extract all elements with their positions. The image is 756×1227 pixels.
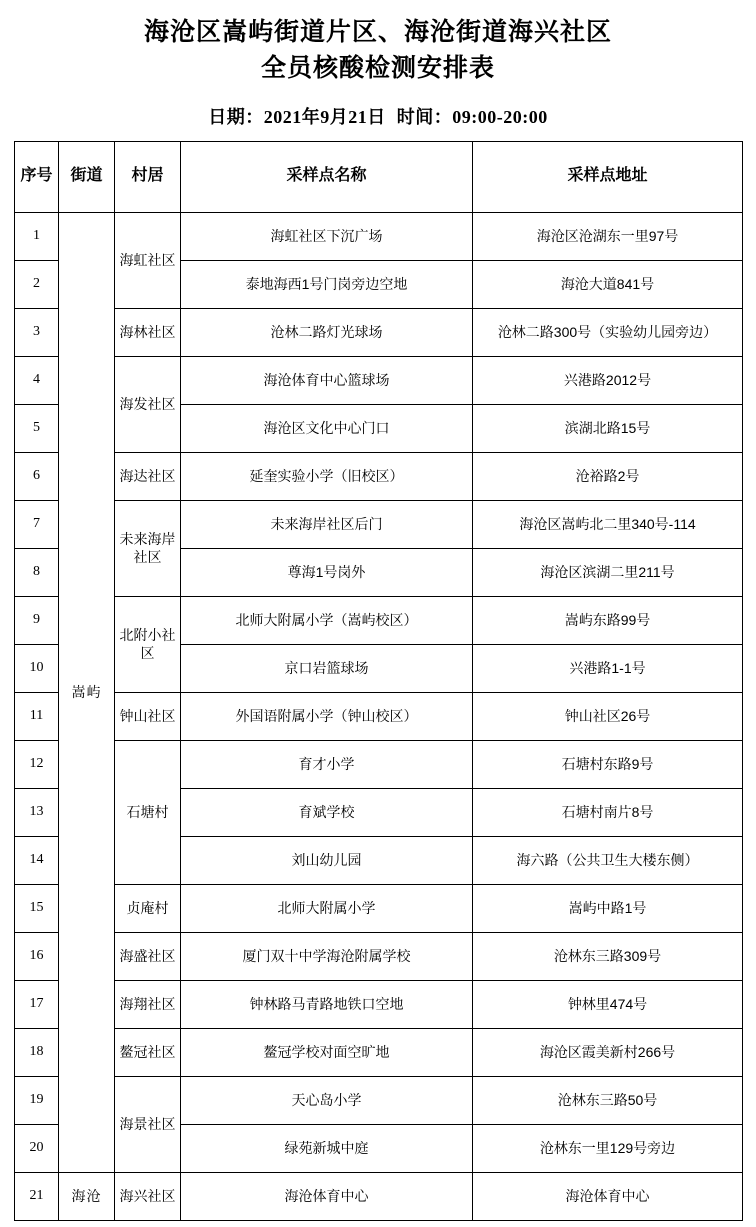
- table-row: [15, 308, 743, 356]
- cell-village: 钟山社区: [115, 692, 181, 740]
- cell-site-address: 海沧区嵩屿北二里340号-114: [473, 500, 743, 548]
- cell-site-address: 海六路（公共卫生大楼东侧）: [473, 836, 743, 884]
- cell-site-name: 鳌冠学校对面空旷地: [181, 1028, 473, 1076]
- cell-site-name: 天心岛小学: [181, 1076, 473, 1124]
- cell-no: 10: [15, 644, 59, 692]
- table-header-row: [15, 141, 743, 212]
- cell-site-name: 沧林二路灯光球场: [181, 308, 473, 356]
- table-row: [15, 452, 743, 500]
- cell-street: 海沧: [59, 1172, 115, 1220]
- cell-village: 北附小社区: [115, 596, 181, 692]
- table-row: [15, 692, 743, 740]
- cell-no: 21: [15, 1172, 59, 1220]
- cell-village: 海林社区: [115, 308, 181, 356]
- cell-no: 15: [15, 884, 59, 932]
- cell-no: 11: [15, 692, 59, 740]
- cell-no: 14: [15, 836, 59, 884]
- document-header: [14, 10, 742, 129]
- cell-site-name: 海沧体育中心: [181, 1172, 473, 1220]
- cell-village: 海景社区: [115, 1076, 181, 1172]
- table-row: [15, 740, 743, 788]
- date-value: 2021年9月21日: [263, 106, 386, 127]
- cell-no: 16: [15, 932, 59, 980]
- table-body: [15, 212, 743, 1220]
- cell-no: 2: [15, 260, 59, 308]
- date-label: 日期：: [208, 106, 264, 127]
- cell-village: 鳌冠社区: [115, 1028, 181, 1076]
- cell-site-address: 石塘村南片8号: [473, 788, 743, 836]
- cell-village: 海翔社区: [115, 980, 181, 1028]
- cell-village: 海达社区: [115, 452, 181, 500]
- document-subtitle: [14, 103, 742, 129]
- cell-site-name: 海虹社区下沉广场: [181, 212, 473, 260]
- cell-no: 12: [15, 740, 59, 788]
- cell-site-address: 沧裕路2号: [473, 452, 743, 500]
- cell-street: 嵩屿: [59, 212, 115, 1172]
- cell-village: 海发社区: [115, 356, 181, 452]
- cell-no: 8: [15, 548, 59, 596]
- table-row: [15, 932, 743, 980]
- cell-site-name: 钟林路马青路地铁口空地: [181, 980, 473, 1028]
- table-row: [15, 212, 743, 260]
- page-title-line-1: 海沧区嵩屿街道片区、海沧街道海兴社区: [143, 18, 612, 46]
- cell-site-name: 育才小学: [181, 740, 473, 788]
- cell-village: 贞庵村: [115, 884, 181, 932]
- cell-no: 18: [15, 1028, 59, 1076]
- cell-site-name: 海沧区文化中心门口: [181, 404, 473, 452]
- cell-no: 3: [15, 308, 59, 356]
- cell-site-address: 海沧区霞美新村266号: [473, 1028, 743, 1076]
- table-row: [15, 1028, 743, 1076]
- table-row: [15, 1076, 743, 1124]
- table-row: [15, 356, 743, 404]
- table-row: [15, 500, 743, 548]
- cell-site-address: 沧林东三路309号: [473, 932, 743, 980]
- cell-site-address: 沧林二路300号（实验幼儿园旁边）: [473, 308, 743, 356]
- cell-site-name: 厦门双十中学海沧附属学校: [181, 932, 473, 980]
- cell-site-name: 延奎实验小学（旧校区）: [181, 452, 473, 500]
- column-header-village: 村居: [115, 141, 181, 212]
- table-row: [15, 1172, 743, 1220]
- cell-no: 13: [15, 788, 59, 836]
- cell-village: 石塘村: [115, 740, 181, 884]
- column-header-street: 街道: [59, 141, 115, 212]
- cell-no: 5: [15, 404, 59, 452]
- cell-no: 1: [15, 212, 59, 260]
- cell-village: 海盛社区: [115, 932, 181, 980]
- cell-village: 海兴社区: [115, 1172, 181, 1220]
- cell-site-name: 北师大附属小学: [181, 884, 473, 932]
- cell-site-name: 外国语附属小学（钟山校区）: [181, 692, 473, 740]
- cell-no: 17: [15, 980, 59, 1028]
- cell-site-address: 嵩屿东路99号: [473, 596, 743, 644]
- page-title-line-2: 全员核酸检测安排表: [260, 54, 495, 83]
- column-header-site-name: 采样点名称: [181, 141, 473, 212]
- cell-no: 7: [15, 500, 59, 548]
- cell-site-name: 绿苑新城中庭: [181, 1124, 473, 1172]
- cell-site-address: 海沧大道841号: [473, 260, 743, 308]
- cell-site-address: 海沧区滨湖二里211号: [473, 548, 743, 596]
- cell-site-name: 海沧体育中心篮球场: [181, 356, 473, 404]
- testing-schedule-table: [14, 141, 743, 1221]
- cell-site-address: 钟林里474号: [473, 980, 743, 1028]
- cell-site-name: 京口岩篮球场: [181, 644, 473, 692]
- cell-site-address: 兴港路2012号: [473, 356, 743, 404]
- cell-site-address: 嵩屿中路1号: [473, 884, 743, 932]
- cell-site-name: 尊海1号岗外: [181, 548, 473, 596]
- table-row: [15, 980, 743, 1028]
- cell-site-address: 海沧体育中心: [473, 1172, 743, 1220]
- time-value: 09:00-20:00: [452, 106, 548, 127]
- cell-no: 19: [15, 1076, 59, 1124]
- cell-site-name: 育斌学校: [181, 788, 473, 836]
- cell-site-address: 沧林东一里129号旁边: [473, 1124, 743, 1172]
- cell-village: 海虹社区: [115, 212, 181, 308]
- cell-site-name: 未来海岸社区后门: [181, 500, 473, 548]
- cell-site-name: 刘山幼儿园: [181, 836, 473, 884]
- cell-site-address: 兴港路1-1号: [473, 644, 743, 692]
- cell-no: 4: [15, 356, 59, 404]
- cell-no: 6: [15, 452, 59, 500]
- cell-site-address: 滨湖北路15号: [473, 404, 743, 452]
- cell-no: 20: [15, 1124, 59, 1172]
- table-row: [15, 596, 743, 644]
- time-label: 时间：: [396, 106, 453, 127]
- table-header: [15, 141, 743, 212]
- column-header-site-address: 采样点地址: [473, 141, 743, 212]
- cell-site-address: 石塘村东路9号: [473, 740, 743, 788]
- cell-village: 未来海岸社区: [115, 500, 181, 596]
- cell-site-address: 海沧区沧湖东一里97号: [473, 212, 743, 260]
- cell-site-address: 钟山社区26号: [473, 692, 743, 740]
- cell-site-address: 沧林东三路50号: [473, 1076, 743, 1124]
- cell-site-name: 泰地海西1号门岗旁边空地: [181, 260, 473, 308]
- column-header-no: 序号: [15, 141, 59, 212]
- table-row: [15, 884, 743, 932]
- cell-site-name: 北师大附属小学（嵩屿校区）: [181, 596, 473, 644]
- cell-no: 9: [15, 596, 59, 644]
